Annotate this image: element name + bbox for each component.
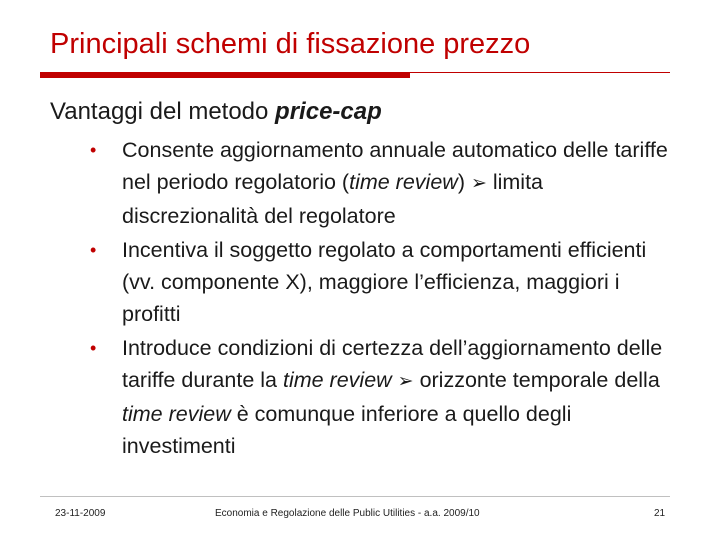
arrow-icon: ➢ — [397, 371, 414, 392]
footer-course: Economia e Regolazione delle Public Utilities - a.a. 2009/10 — [215, 508, 480, 519]
bullet-text: time review — [349, 170, 458, 194]
bullet-text: orizzonte temporale della — [413, 368, 660, 392]
bullet-list — [84, 134, 684, 464]
bullet-item — [84, 134, 684, 232]
bullet-text: è comunque inferiore a quello degli investimenti — [122, 402, 572, 458]
bullet-item — [84, 234, 684, 330]
bullet-dot-icon: • — [90, 240, 97, 260]
footer-date: 23-11-2009 — [55, 508, 106, 519]
bullet-text: Consente aggiornamento annuale automatico delle tariffe nel periodo regolatorio ( — [122, 138, 668, 194]
bullet-text: limita discrezionalità del regolatore — [122, 170, 544, 228]
bullet-text: time review — [122, 402, 231, 426]
title-underline-thin — [410, 72, 670, 73]
page-number: 21 — [654, 508, 666, 519]
subtitle-emphasis: price-cap — [275, 98, 382, 125]
subtitle-text: Vantaggi del metodo — [50, 98, 276, 125]
bullet-dot-icon: • — [90, 140, 97, 160]
title-underline-thick — [40, 72, 410, 78]
bullet-text: time review — [282, 368, 392, 392]
bullet-text: Incentiva il soggetto regolato a comportamenti efficienti (vv. componente X), maggiore l’efficienza, maggiori i profitti — [122, 238, 647, 326]
arrow-icon: ➢ — [470, 173, 487, 194]
slide-title: Principali schemi di fissazione prezzo — [50, 28, 531, 60]
bullet-text: Introduce condizioni di certezza dell’aggiornamento delle tariffe durante la — [122, 336, 663, 392]
footer-divider — [40, 496, 670, 497]
slide-subtitle — [50, 98, 382, 126]
bullet-text: ) — [457, 170, 471, 194]
bullet-item — [84, 332, 684, 462]
bullet-dot-icon: • — [90, 338, 97, 358]
